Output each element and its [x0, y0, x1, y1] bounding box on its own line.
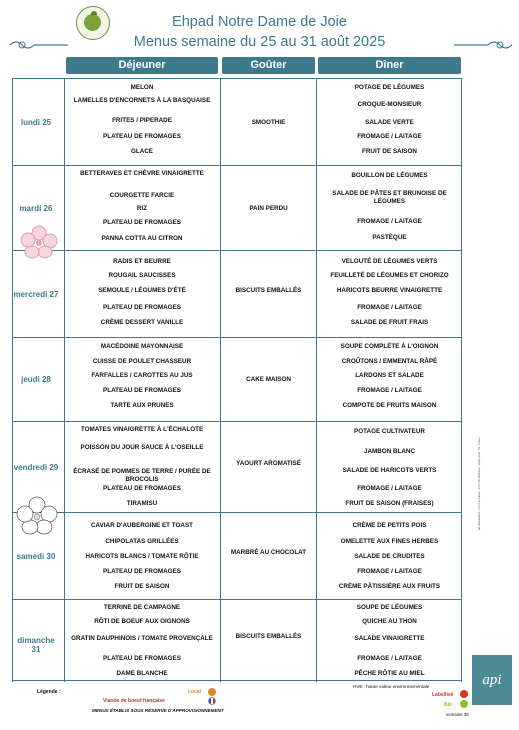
diner-item: PASTÈQUE — [372, 234, 407, 241]
diner-item: CRÈME PÂTISSIÈRE AUX FRUITS — [338, 583, 441, 590]
gouter-item: BISCUITS EMBALLÉS — [235, 286, 302, 294]
diner-item: CROÛTONS / EMMENTAL RÂPÉ — [341, 358, 438, 365]
column-header-gouter: Goûter — [222, 57, 315, 74]
dejeuner-item: DAME BLANCHE — [116, 670, 168, 677]
day-label: mercredi 27 — [13, 289, 59, 299]
french-flag-icon — [208, 697, 216, 705]
row-separator — [12, 599, 462, 600]
dejeuner-item: PLATEAU DE FROMAGES — [103, 485, 181, 492]
dejeuner-item: PLATEAU DE FROMAGES — [103, 568, 181, 575]
diner-item: SOUPE DE LÉGUMES — [356, 604, 423, 611]
dejeuner-item: COURGETTE FARCIE — [109, 192, 175, 199]
row-separator — [12, 512, 462, 513]
legend-local: Local — [188, 689, 202, 695]
column-header-diner: Dîner — [318, 57, 461, 74]
diner-item: COMPOTE DE FRUITS MAISON — [342, 402, 437, 409]
diner-item: FROMAGE / LAITAGE — [357, 568, 422, 575]
row-separator — [12, 680, 462, 681]
diner-item: FROMAGE / LAITAGE — [357, 655, 422, 662]
dejeuner-item: CAVIAR D'AUBERGINE ET TOAST — [90, 522, 194, 529]
legend-boeuf: Viande de boeuf française — [103, 698, 165, 704]
dejeuner-item: CHIPOLATAS GRILLÉES — [105, 538, 179, 545]
dejeuner-item: TIRAMISU — [126, 500, 158, 507]
row-separator — [12, 421, 462, 422]
dejeuner-item: GRATIN DAUPHINOIS / TOMATE PROVENÇALE — [71, 635, 213, 642]
gouter-item: MARBRÉ AU CHOCOLAT — [230, 548, 307, 556]
day-label: lundi 25 — [20, 117, 52, 127]
diner-item: FRUIT DE SAISON — [362, 148, 417, 155]
diner-item: POTAGE CULTIVATEUR — [354, 428, 425, 435]
dejeuner-item: PANNA COTTA AU CITRON — [101, 235, 183, 242]
dejeuner-item: RÔTI DE BOEUF AUX OIGNONS — [94, 618, 190, 625]
diner-item: FROMAGE / LAITAGE — [357, 304, 422, 311]
pink-flower-icon — [20, 225, 58, 259]
api-logo: api — [472, 655, 512, 705]
dejeuner-item: PLATEAU DE FROMAGES — [103, 304, 181, 311]
gouter-item: PAIN PERDU — [249, 204, 288, 212]
dejeuner-item: FRUIT DE SAISON — [114, 583, 170, 590]
legend-label: Légende : — [37, 689, 61, 695]
diner-item: VELOUTÉ DE LÉGUMES VERTS — [341, 258, 438, 265]
dejeuner-item: PLATEAU DE FROMAGES — [103, 655, 181, 662]
diner-item: JAMBON BLANC — [363, 448, 416, 455]
dejeuner-item: LAMELLES D'ENCORNETS À LA BASQUAISE — [73, 97, 211, 104]
row-separator — [12, 337, 462, 338]
page-subtitle: Menus semaine du 25 au 31 août 2025 — [133, 34, 386, 50]
diner-item: CROQUE-MONSIEUR — [357, 101, 422, 108]
diner-item: FROMAGE / LAITAGE — [357, 218, 422, 225]
column-separator — [461, 78, 462, 682]
dejeuner-item: CUISSE DE POULET CHASSEUR — [92, 358, 192, 365]
dejeuner-item: BETTERAVES ET CHÈVRE VINAIGRETTE — [80, 170, 204, 177]
diner-item: SOUPE COMPLÈTE À L'OIGNON — [340, 343, 439, 350]
column-header-dejeuner: Déjeuner — [66, 57, 218, 74]
white-flower-icon — [16, 496, 58, 536]
day-label: vendredi 29 — [13, 462, 59, 472]
dejeuner-item: POISSON DU JOUR SAUCE À L'OSEILLE — [80, 444, 204, 451]
diner-item: HARICOTS BEURRE VINAIGRETTE — [336, 287, 443, 294]
dejeuner-item: RIZ — [136, 205, 148, 212]
dejeuner-item: FRITES / PIPERADE — [112, 117, 172, 124]
gouter-item: BISCUITS EMBALLÉS — [235, 632, 302, 640]
side-legal-text: api Restauration · S.A.S au capital · RCS Lille Métropole · siège social · 59 · France — [478, 437, 481, 530]
diner-item: FRUIT DE SAISON (FRAISES) — [345, 500, 434, 507]
column-separator — [64, 78, 65, 682]
dejeuner-item: ÉCRASÉ DE POMMES DE TERRE / PURÉE DE BROCOLIS — [73, 468, 211, 483]
diner-item: FROMAGE / LAITAGE — [357, 485, 422, 492]
dejeuner-item: RADIS ET BEURRE — [113, 258, 171, 265]
diner-item: FEUILLETÉ DE LÉGUMES ET CHORIZO — [330, 272, 449, 279]
diner-item: FROMAGE / LAITAGE — [357, 387, 422, 394]
local-icon — [208, 688, 216, 696]
gouter-item: CAKE MAISON — [246, 376, 291, 383]
ornament-right-icon — [452, 38, 514, 52]
diner-item: SALADE VINAIGRETTE — [354, 635, 425, 642]
diner-item: SALADE VERTE — [365, 119, 414, 126]
diner-item: FROMAGE / LAITAGE — [357, 133, 422, 140]
dejeuner-item: TERRINE DE CAMPAGNE — [103, 604, 181, 611]
diner-item: PÊCHE RÔTIE AU MIEL — [354, 670, 425, 677]
labellise-icon — [460, 690, 468, 698]
day-label: jeudi 28 — [21, 375, 51, 384]
diner-item: POTAGE DE LÉGUMES — [354, 84, 425, 91]
day-label: dimanche 31 — [17, 635, 55, 654]
dejeuner-item: FARFALLES / CAROTTES AU JUS — [91, 372, 193, 379]
legend-bio: Bio — [444, 702, 453, 708]
dejeuner-item: TOMATES VINAIGRETTE À L'ÉCHALOTE — [80, 426, 204, 433]
row-separator — [12, 78, 462, 79]
dejeuner-item: MELON — [130, 84, 154, 91]
diner-item: SALADE DE HARICOTS VERTS — [342, 467, 437, 474]
row-separator — [12, 250, 462, 251]
diner-item: SALADE DE CRUDITES — [354, 553, 425, 560]
page-title: Ehpad Notre Dame de Joie — [172, 14, 347, 30]
dejeuner-item: PLATEAU DE FROMAGES — [103, 133, 181, 140]
column-separator — [316, 78, 317, 682]
diner-item: OMELETTE AUX FINES HERBES — [340, 538, 439, 545]
dejeuner-item: TARTE AUX PRUNES — [110, 402, 174, 409]
gouter-item: YAOURT AROMATISÉ — [236, 459, 301, 467]
bio-icon — [460, 700, 468, 708]
diner-item: SALADE DE FRUIT FRAIS — [350, 319, 429, 326]
diner-item: LARDONS ET SALADE — [355, 372, 424, 379]
row-separator — [12, 165, 462, 166]
dejeuner-item: PLATEAU DE FROMAGES — [103, 387, 181, 394]
ornament-left-icon — [8, 38, 70, 52]
legend-labellise: Labellisé — [432, 692, 454, 698]
legend-note: MENUS ÉTABLIS SOUS RÉSERVE D'APPROVISIONNEMENT — [92, 708, 224, 713]
diner-item: CRÈME DE PETITS POIS — [352, 522, 427, 529]
dejeuner-item: SEMOULE / LÉGUMES D'ÉTÉ — [98, 287, 186, 294]
gouter-item: SMOOTHIE — [251, 118, 286, 126]
legend-hve: HVE : haute valeur environnementale — [353, 684, 430, 689]
dejeuner-item: GLACE — [130, 148, 154, 155]
dejeuner-item: CRÈME DESSERT VANILLE — [100, 319, 184, 326]
dejeuner-item: MACÉDOINE MAYONNAISE — [100, 343, 184, 350]
diner-item: SALADE DE PÂTES ET BRUNOISE DE LÉGUMES — [332, 190, 447, 205]
week-number: semaine 35 — [446, 712, 469, 717]
column-separator — [220, 78, 221, 682]
dejeuner-item: HARICOTS BLANCS / TOMATE RÔTIE — [85, 553, 199, 560]
day-label: mardi 26 — [19, 203, 53, 213]
dejeuner-item: ROUGAIL SAUCISSES — [108, 272, 176, 279]
diner-item: BOUILLON DE LÉGUMES — [351, 172, 428, 179]
diner-item: QUICHE AU THON — [362, 618, 417, 625]
dejeuner-item: PLATEAU DE FROMAGES — [103, 219, 181, 226]
day-label: samedi 30 — [16, 551, 56, 561]
